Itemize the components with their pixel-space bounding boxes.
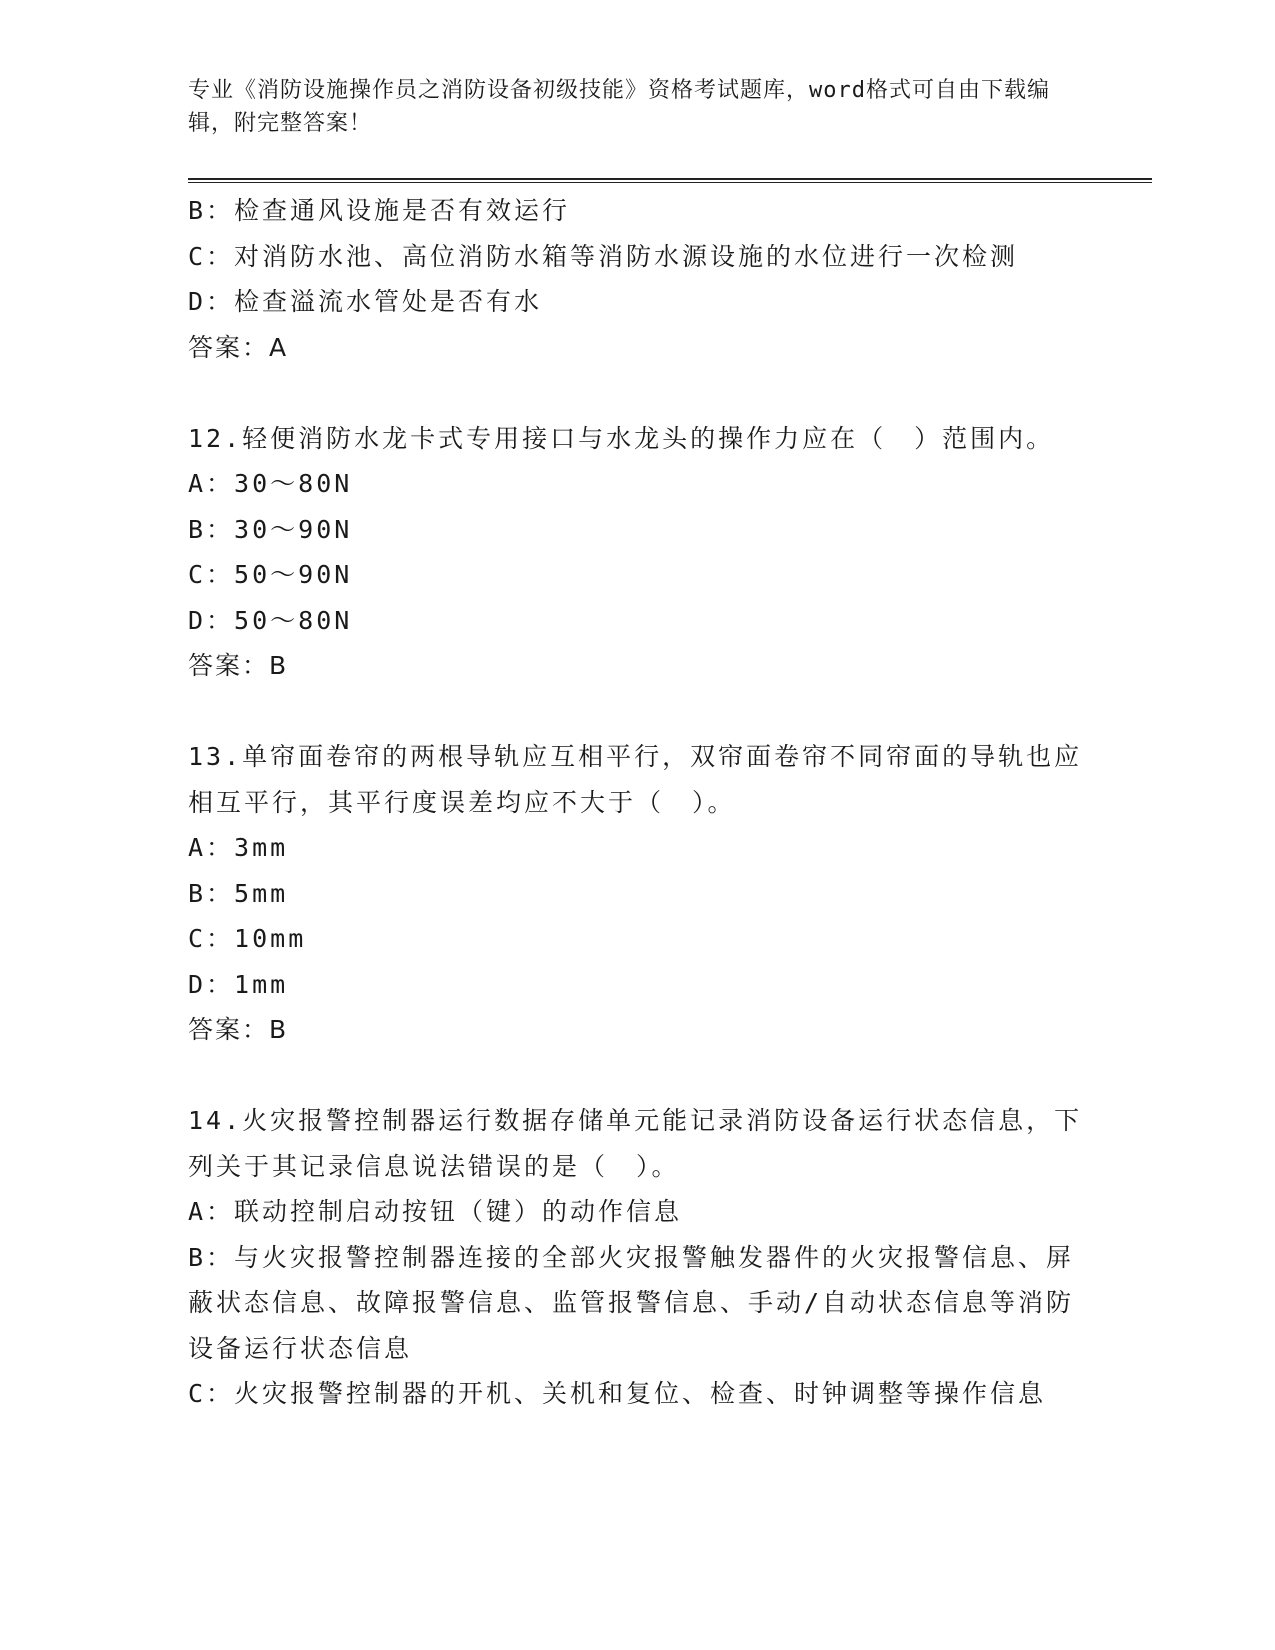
question-11-continuation <box>188 188 1088 370</box>
option-c: C：对消防水池、高位消防水箱等消防水源设施的水位进行一次检测 <box>188 241 1019 271</box>
spacer <box>188 689 1088 735</box>
spacer <box>188 1053 1088 1099</box>
question-content <box>188 188 1088 1417</box>
header-rule-thin <box>188 182 1152 183</box>
option-b: B：检查通风设施是否有效运行 <box>188 196 571 225</box>
question-12 <box>188 416 1088 689</box>
answer: 答案：B <box>188 1015 289 1044</box>
header-rule-thick <box>188 178 1152 180</box>
option-b: B：5mm <box>188 878 289 908</box>
option-b: B：30～90N <box>188 514 353 544</box>
option-b: B：与火灾报警控制器连接的全部火灾报警触发器件的火灾报警信息、屏蔽状态信息、故障报警信息、监管报警信息、手动/自动状态信息等消防设备运行状态信息 <box>188 1242 1075 1363</box>
question-stem: 14.火灾报警控制器运行数据存储单元能记录消防设备运行状态信息，下列关于其记录信息说法错误的是（ ）。 <box>188 1106 1083 1181</box>
option-d: D：1mm <box>188 969 289 999</box>
document-header: 专业《消防设施操作员之消防设备初级技能》资格考试题库，word格式可自由下载编辑，附完整答案！ <box>188 78 1050 136</box>
option-a: A：3mm <box>188 833 289 862</box>
spacer <box>188 370 1088 416</box>
option-a: A：30～80N <box>188 469 353 498</box>
answer: 答案：B <box>188 651 289 680</box>
question-13 <box>188 734 1088 1053</box>
option-c: C：火灾报警控制器的开机、关机和复位、检查、时钟调整等操作信息 <box>188 1379 1047 1408</box>
option-d: D：检查溢流水管处是否有水 <box>188 287 543 316</box>
answer: 答案：A <box>188 332 289 362</box>
option-c: C：50～90N <box>188 560 353 589</box>
question-stem: 13.单帘面卷帘的两根导轨应互相平行，双帘面卷帘不同帘面的导轨也应相互平行，其平行度误差均应不大于（ ）。 <box>188 742 1083 817</box>
option-c: C：10mm <box>188 924 307 953</box>
option-a: A：联动控制启动按钮（键）的动作信息 <box>188 1197 683 1226</box>
option-d: D：50～80N <box>188 605 353 635</box>
question-14 <box>188 1098 1088 1417</box>
question-stem: 12.轻便消防水龙卡式专用接口与水龙头的操作力应在（ ）范围内。 <box>188 423 1055 453</box>
